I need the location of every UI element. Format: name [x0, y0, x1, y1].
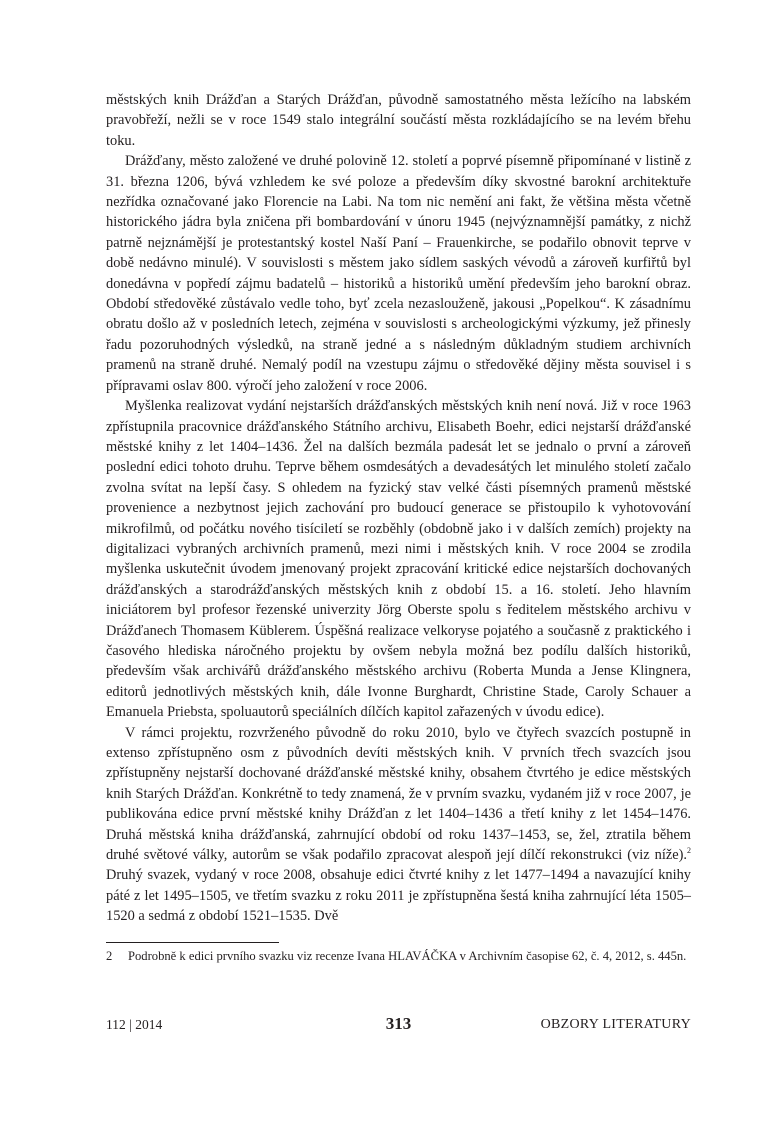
page-number: 313	[385, 1014, 412, 1033]
body-text	[106, 90, 691, 927]
paragraph-4-text-before: V rámci projektu, rozvrženého původně do roku 2010, bylo ve čtyřech svazcích postupně in extenso zpřístupněno osm z původních devíti městských knih. V prvních třech svazcích jsou zpřístupněny nejstarší dochované drážďanské městské knihy, obsahem čtvrtého je edice městských knih Starých Drážďan. Konkrétně to tedy znamená, že v prvním svazku, vydaném již v roce 2007, je publikována edice první městské knihy Drážďan z let 1404–1436 a třetí knihy z let 1454–1476. Druhá městská kniha drážďanská, zahrnující období od roku 1437–1453, se, žel, ztratila během druhé světové války, autorům se však podařilo zpracovat alespoň její dílčí rekonstrukci (viz níže).	[106, 724, 691, 864]
journal-title: OBZORY LITERATURY	[540, 1017, 691, 1032]
footnote-reference[interactable]: 2	[687, 846, 691, 856]
footnote-divider	[106, 942, 279, 943]
page-footer	[106, 1014, 691, 1038]
footnote-text: Podrobně k edici prvního svazku viz recenze Ivana HLAVÁČKA v Archivním časopise 62, č. 4, 2012, s. 445n.	[128, 949, 687, 963]
paragraph-2: Drážďany, město založené ve druhé polovině 12. století a poprvé písemně připomínané v listině z 31. března 1206, bývá vzhledem ke své poloze a především díky skvostné barokní architektuře nezřídka označované jako Florencie na Labi. Na tom nic nemění ani fakt, že většina města včetně historického jádra byla zničena při bombardování v únoru 1945 (nejvýznamnější památky, z nichž patrně nejznámější je protestantský kostel Naší Paní – Frauenkirche, se podařilo obnovit teprve v době nedávno minulé). V souvislosti s městem jako sídlem saských vévodů a zároveň kurfiřtů byl donedávna v popředí zájmu badatelů – historiků a historiků umění především jeho barokní obraz. Období středověké zůstávalo vedle toho, byť zcela nezaslouženě, jakousi „Popelkou“. K zásadnímu obratu došlo až v posledních letech, zejména v souvislosti s archeologickými výzkumy, jež přinesly řadu pozoruhodných výsledků, na straně jedné a s následným důkladným studiem archivních pramenů na straně druhé. Nemalý podíl na vzestupu zájmu o středověké dějiny města souvisel i s přípravami oslav 800. výročí jeho založení v roce 2006.	[106, 153, 691, 394]
issue-label: 112 | 2014	[106, 1017, 163, 1032]
footnote	[106, 947, 691, 966]
paragraph-4	[106, 723, 691, 927]
footnote-number: 2	[106, 949, 113, 963]
paragraph-1: městských knih Drážďan a Starých Drážďan, původně samostatného města ležícího na labském pravobřeží, nežli se v roce 1549 stalo integrální součástí města rozkládajícího se na levém břehu toku.	[106, 92, 691, 149]
paragraph-3: Myšlenka realizovat vydání nejstarších drážďanských městských knih není nová. Již v roce 1963 zpřístupnila pracovnice drážďanského Státního archivu, Elisabeth Boehr, edici nejstarší drážďanské městské knihy z let 1404–1436. Žel na dalších bezmála padesát let se jednalo o první a zároveň poslední edici tohoto druhu. Teprve během osmdesátých a devadesátých let minulého století začalo zvolna svítat na lepší časy. S ohledem na fyzický stav velké části písemných pramenů městské provenience a nezbytnost jejich zachování pro budoucí generace se přistoupilo k vyhotovování mikrofilmů, od počátku nového tisíciletí se rozběhly (obdobně jako i v dalších zemích) projekty na digitalizaci vybraných archivních pramenů, mezi nimi i městských knih. V roce 2004 se zrodila myšlenka uskutečnit úvodem jmenovaný projekt zpracování kritické edice nejstarších dochovaných drážďanských a starodrážďanských městských knih z období 15. a 16. století. Jeho hlavním iniciátorem byl profesor řezenské univerzity Jörg Oberste spolu s ředitelem městského archivu v Drážďanech Thomasem Küblerem. Úspěšná realizace velkoryse pojatého a současně z praktického i časového hlediska náročného projektu by ovšem nebyla možná bez podílu dalších historiků, především však archivářů drážďanského městského archivu (Roberta Munda a Jense Klingnera, editorů jednotlivých městských knih, dále Ivonne Burghardt, Christine Stade, Caroly Schauer a Emanuela Priebsta, spoluautorů speciálních dílčích kapitol zařazených v úvodu edice).	[106, 398, 691, 721]
paragraph-4-text-after: Druhý svazek, vydaný v roce 2008, obsahuje edici čtvrté knihy z let 1477–1494 a navazující knihy páté z let 1495–1505, ve třetím svazku z roku 2011 je zpřístupněna šestá kniha zahrnující léta 1505–1520 a sedmá z období 1521–1535. Dvě	[106, 867, 691, 925]
